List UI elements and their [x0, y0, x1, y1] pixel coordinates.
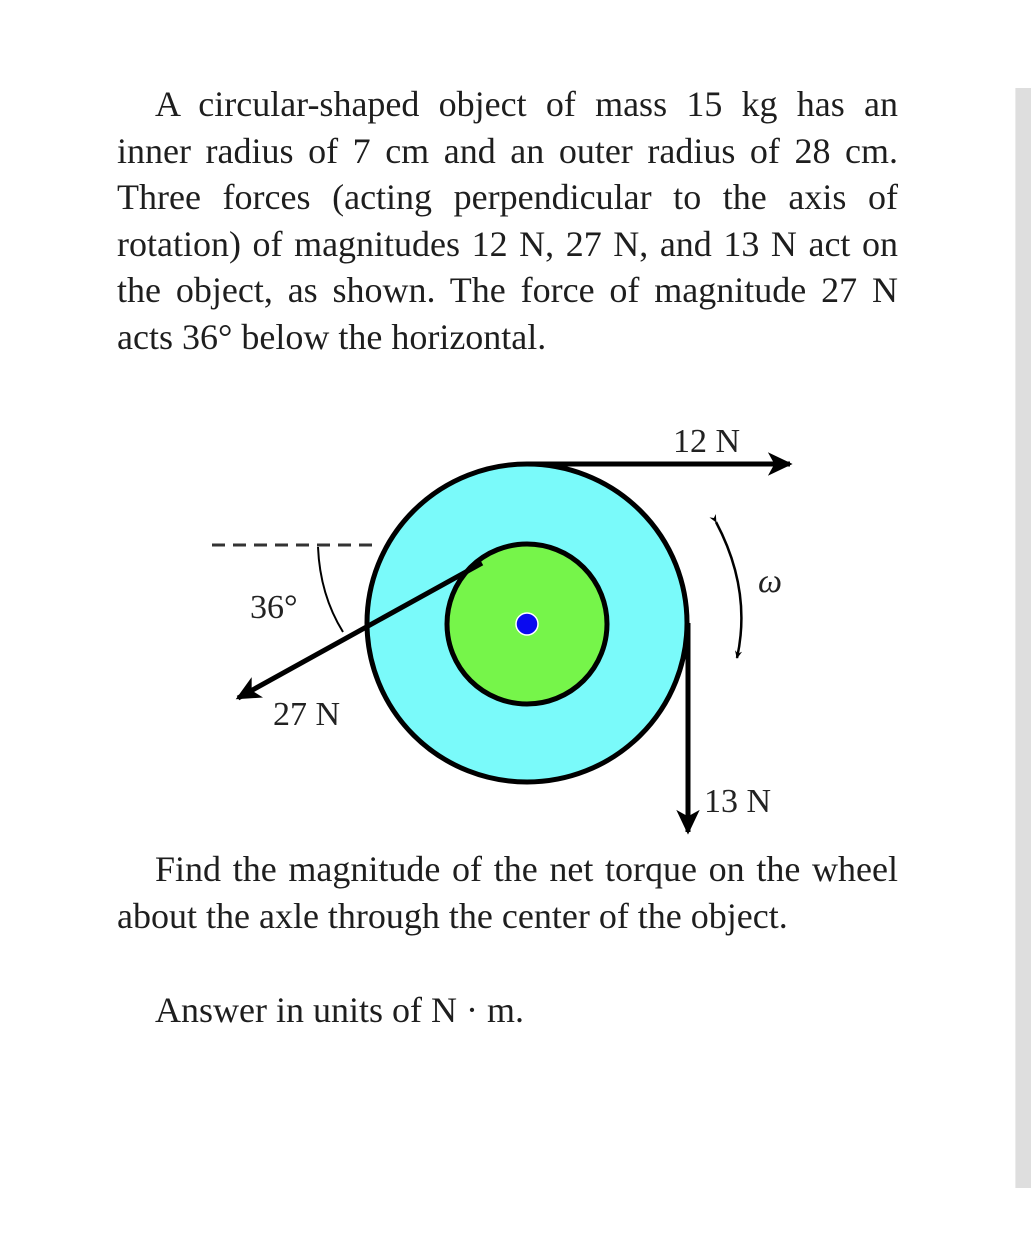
force-13n-label: 13 N: [704, 783, 772, 820]
force-27n-label: 27 N: [273, 696, 341, 733]
question-text: Find the magnitude of the net torque on the wheel about the axle through the center of the object.: [117, 849, 898, 936]
angle-label: 36°: [250, 589, 298, 626]
force-12n-label: 12 N: [673, 423, 741, 460]
omega-rotation-arrow: [716, 522, 741, 658]
angle-arc: [318, 547, 343, 632]
axle-dot: [516, 613, 538, 635]
problem-statement: A circular-shaped object of mass 15 kg has an inner radius of 7 cm and an outer radius of 28 cm. Three forces (acting perpendicular to the axis of rotation) of magnitudes 12 N, 27 N, and 13 N act on the object, as shown. The force of magnitude 27 N acts 36° below the horizontal.: [117, 84, 898, 357]
units-text: Answer in units of N · m.: [155, 990, 524, 1030]
omega-label: ω: [758, 563, 783, 600]
scrollbar[interactable]: [1015, 88, 1031, 1188]
